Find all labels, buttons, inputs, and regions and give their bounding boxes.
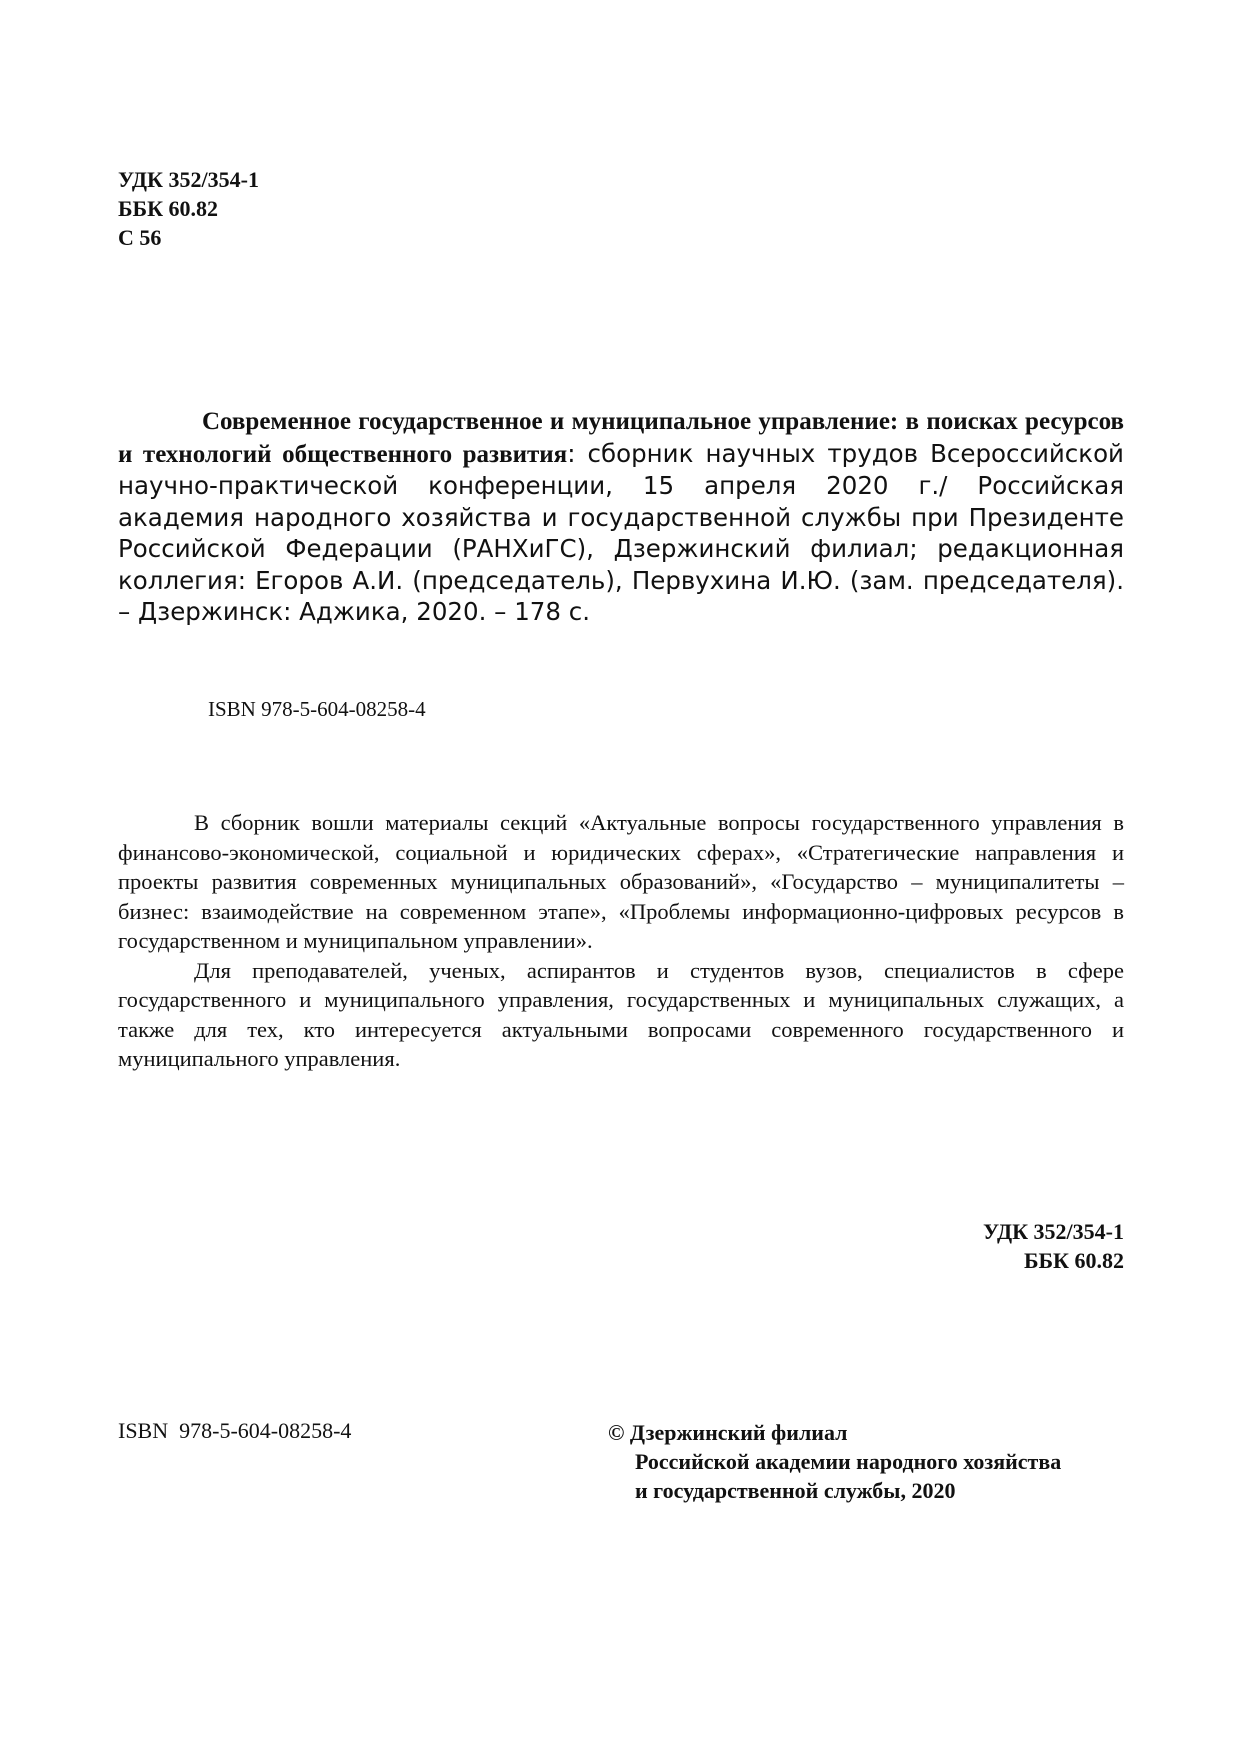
isbn-footer xyxy=(118,1418,351,1444)
copyright-notice xyxy=(608,1418,1061,1505)
bibliographic-description: : сборник научных трудов Всероссийской научно-практической конференции, 15 апреля 2020 г./ Российская академия народного хозяйства и государственной службы при Президенте Российской Федерации (РАНХиГС), Дзержинский филиал; редакционная коллегия: Егоров А.И. (председатель), Первухина И.Ю. (зам. председателя). – Дзержинск: Аджика, 2020. – 178 с. xyxy=(118,438,1124,626)
bibliographic-record xyxy=(118,405,1124,628)
isbn-line: ISBN 978-5-604-08258-4 xyxy=(208,697,426,721)
bibliographic-paragraph xyxy=(118,405,1124,628)
copyright-line: Российской академии народного хозяйства xyxy=(635,1449,1062,1474)
classification-codes-bottom xyxy=(983,1217,1124,1275)
author-mark: С 56 xyxy=(118,225,162,250)
udk-code: УДК 352/354-1 xyxy=(118,167,259,192)
copyright-line: © Дзержинский филиал xyxy=(608,1420,848,1445)
isbn-number: 978-5-604-08258-4 xyxy=(179,1418,352,1443)
annotation xyxy=(118,808,1124,1074)
udk-code: УДК 352/354-1 xyxy=(983,1219,1124,1244)
bbk-code: ББК 60.82 xyxy=(1023,1248,1124,1273)
book-title: Современное государственное и муниципальное управление: в поисках ресурсов и технологий общественного развития xyxy=(118,408,1124,468)
classification-codes-top xyxy=(118,165,259,252)
annotation-paragraph: Для преподавателей, ученых, аспирантов и студентов вузов, специалистов в сфере государственного и муниципального управления, государственных и муниципальных служащих, а также для тех, кто интересуется актуальными вопросами современного государственного и муниципального управления. xyxy=(118,957,1124,1071)
copyright-line: и государственной службы, 2020 xyxy=(635,1478,956,1503)
bbk-code: ББК 60.82 xyxy=(118,196,219,221)
isbn-label: ISBN xyxy=(118,1418,169,1443)
annotation-paragraph: В сборник вошли материалы секций «Актуальные вопросы государственного управления в финансово-экономической, социальной и юридических сферах», «Стратегические направления и проекты развития современных муниципальных образований», «Государство – муниципалитеты – бизнес: взаимодействие на современном этапе», «Проблемы информационно-цифровых ресурсов в государственном и муниципальном управлении». xyxy=(118,810,1124,953)
